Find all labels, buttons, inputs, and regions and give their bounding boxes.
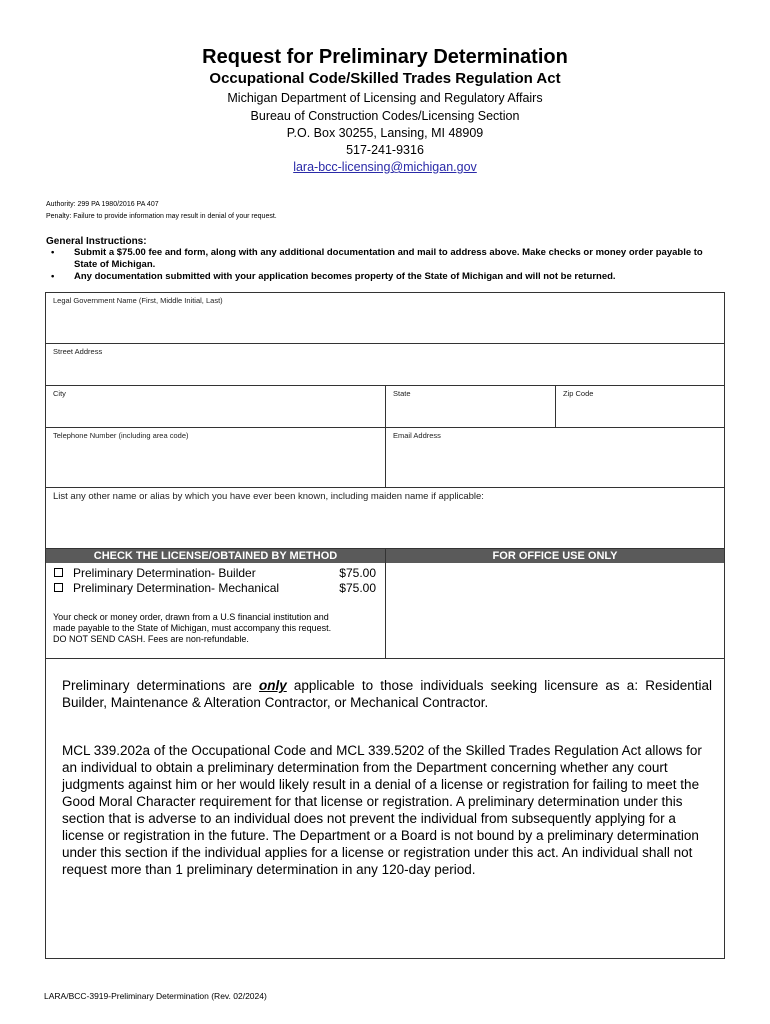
- bureau-name: Bureau of Construction Codes/Licensing Section: [250, 109, 520, 123]
- mcl-paragraph: MCL 339.202a of the Occupational Code and MCL 339.5202 of the Skilled Trades Regulation Act allows for an individual to obtain a preliminary determination from the Department concerning whether any court judgments against him or her would likely result in a denial of a license or registration for failing to meet the Good Moral Character requirement for that license or registration. A preliminary determination under this section that is adverse to an individual does not prevent the individual from subsequently applying for a license or registration in the future. The Department or a Board is not bound by a preliminary determination under this section if the individual applies for a license or registration under this act. An individual shall not request more than 1 preliminary determination in any 120-day period.: [62, 743, 702, 877]
- instructions-title: General Instructions:: [46, 236, 147, 247]
- mechanical-price: $75.00: [339, 581, 376, 595]
- telephone-label: Telephone Number (including area code): [53, 431, 189, 440]
- only-emphasis: only: [259, 678, 287, 693]
- mechanical-label: Preliminary Determination- Mechanical: [73, 581, 280, 595]
- penalty-text: Penalty: Failure to provide information may result in denial of your request.: [46, 213, 277, 220]
- instruction-item: • Submit a $75.00 fee and form, along with any additional documentation and mail to address above. Make checks or money order payable to State of Michigan.: [46, 247, 726, 271]
- street-address-field[interactable]: [45, 343, 725, 386]
- form-footer: LARA/BCC-3919-Preliminary Determination (Rev. 02/2024): [44, 991, 267, 1001]
- legal-name-field[interactable]: [45, 292, 725, 344]
- zip-code-label: Zip Code: [563, 389, 594, 398]
- city-field[interactable]: [45, 385, 386, 428]
- mechanical-checkbox[interactable]: [54, 583, 63, 592]
- telephone-field[interactable]: [45, 427, 386, 488]
- license-option-mechanical[interactable]: [54, 581, 376, 595]
- instruction-item: • Any documentation submitted with your application becomes property of the State of Michigan and will not be returned.: [46, 271, 726, 283]
- state-field[interactable]: [385, 385, 556, 428]
- page-title: Request for Preliminary Determination: [202, 46, 568, 68]
- instructions-list: [46, 247, 726, 283]
- authority-text: Authority: 299 PA 1980/2016 PA 407: [46, 201, 159, 208]
- mailing-address: P.O. Box 30255, Lansing, MI 48909: [286, 126, 484, 140]
- street-address-label: Street Address: [53, 347, 103, 356]
- email-link[interactable]: lara-bcc-licensing@michigan.gov: [293, 160, 477, 174]
- license-option-builder[interactable]: [54, 566, 376, 580]
- section-divider: [385, 548, 386, 659]
- legal-name-label: Legal Government Name (First, Middle Initial, Last): [53, 296, 223, 305]
- builder-checkbox[interactable]: [54, 568, 63, 577]
- office-use-header: FOR OFFICE USE ONLY: [386, 549, 724, 563]
- email-address-label: Email Address: [393, 431, 441, 440]
- state-label: State: [393, 389, 411, 398]
- alias-field[interactable]: [45, 487, 725, 549]
- builder-price: $75.00: [339, 566, 376, 580]
- license-header: CHECK THE LICENSE/OBTAINED BY METHOD: [46, 549, 385, 563]
- eligibility-paragraph: Preliminary determinations are only applicable to those individuals seeking licensure as a: Residential Builder, Maintenance & Alteration Contractor, or Mechanical Contractor.: [62, 678, 712, 710]
- zip-code-field[interactable]: [555, 385, 725, 428]
- phone-number: 517-241-9316: [346, 143, 424, 157]
- department-name: Michigan Department of Licensing and Regulatory Affairs: [227, 91, 543, 105]
- builder-label: Preliminary Determination- Builder: [73, 566, 256, 580]
- city-label: City: [53, 389, 66, 398]
- alias-label: List any other name or alias by which you have ever been known, including maiden name if applicable:: [53, 491, 484, 502]
- payment-note: Your check or money order, drawn from a U.S financial institution and made payable to the State of Michigan, must accompany this request. DO NOT SEND CASH. Fees are non-refundable.: [53, 612, 332, 644]
- page-subtitle: Occupational Code/Skilled Trades Regulation Act: [209, 70, 561, 87]
- email-address-field[interactable]: [385, 427, 725, 488]
